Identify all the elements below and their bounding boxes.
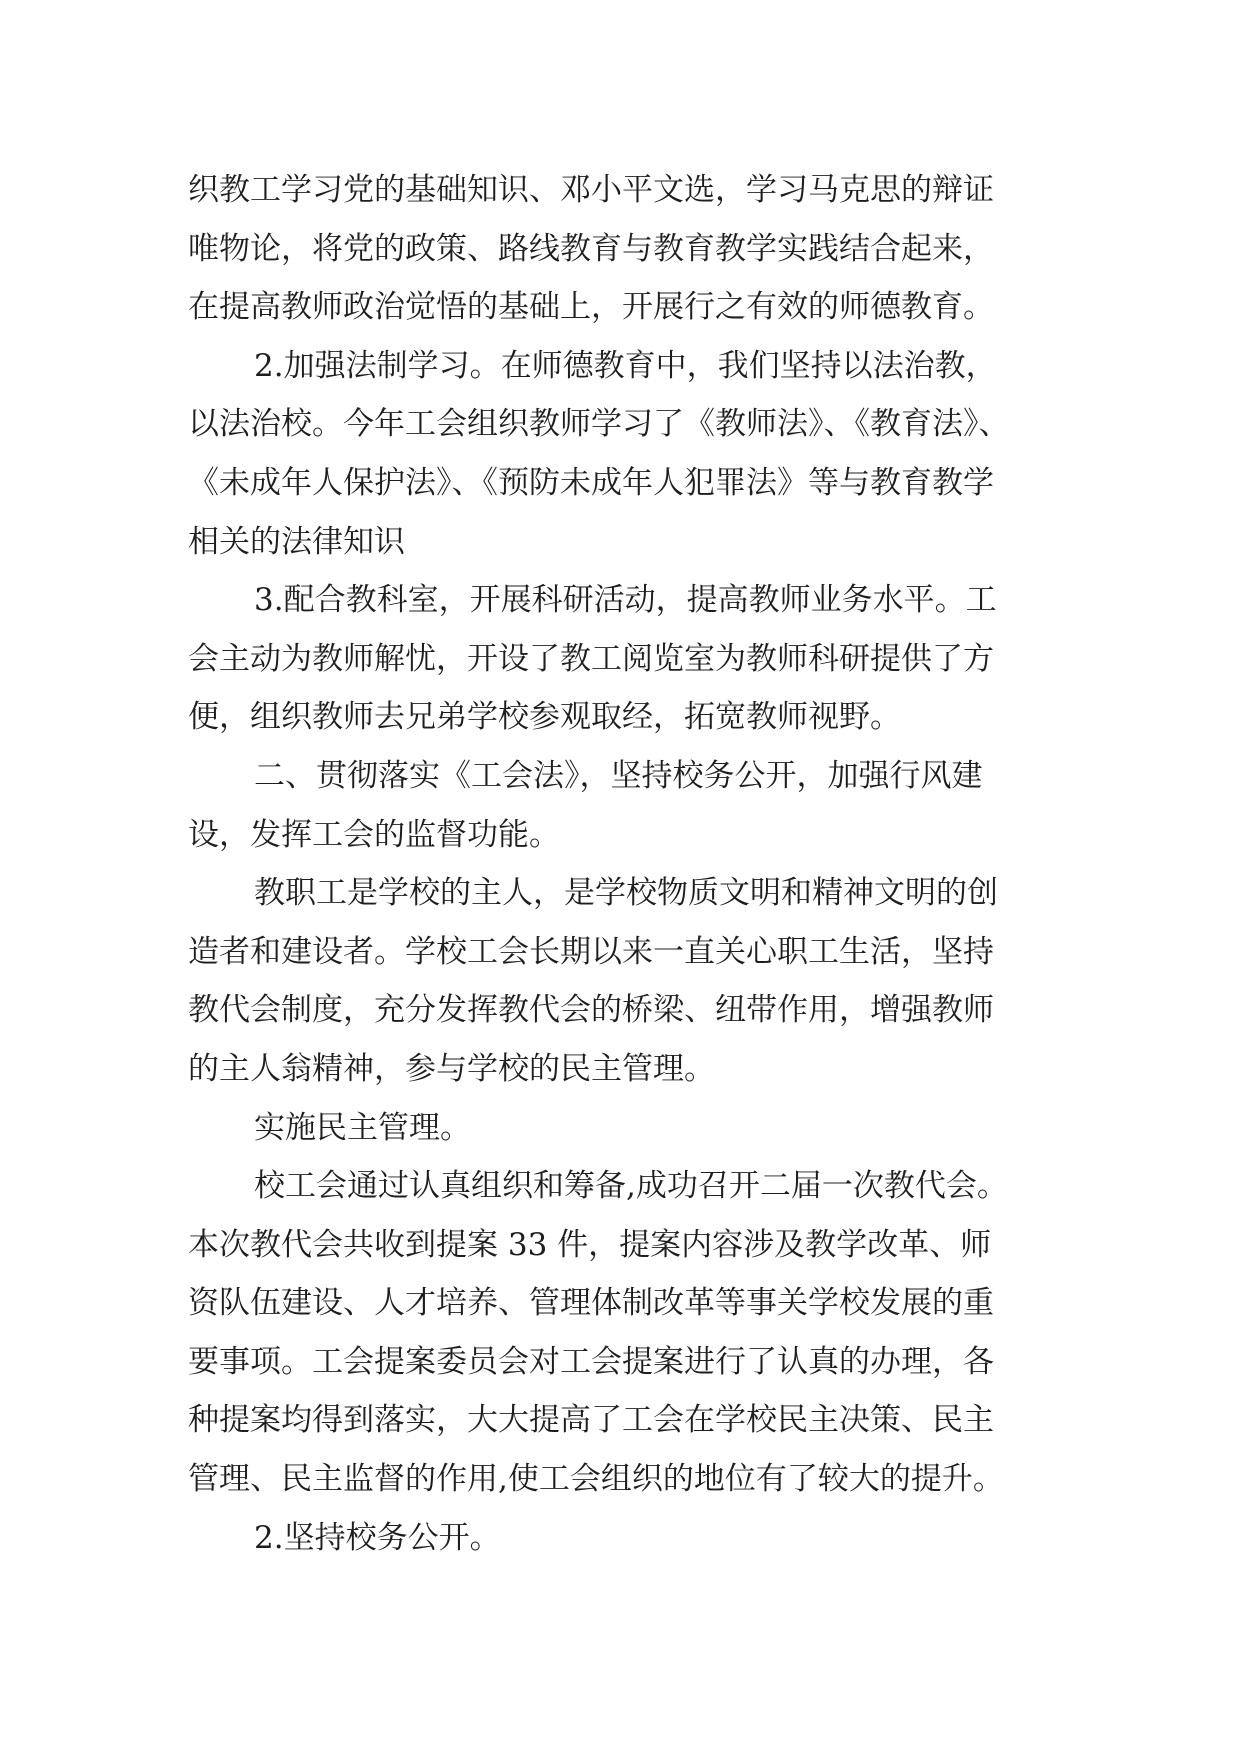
text-line: 设，发挥工会的监督功能。 [188,816,560,853]
text-line: 2.加强法制学习。在师德教育中，我们坚持以法治教， [254,347,997,384]
text-line: 便，组织教师去兄弟学校参观取经，拓宽教师视野。 [188,699,901,736]
text-line: 会主动为教师解忧，开设了教工阅览室为教师科研提供了方 [188,640,994,677]
text-line: 种提案均得到落实，大大提高了工会在学校民主决策、民主 [188,1402,994,1439]
text-line: 造者和建设者。学校工会长期以来一直关心职工生活，坚持 [188,933,994,970]
text-line: 《未成年人保护法》、《预防未成年人犯罪法》等与教育教学 [188,464,994,501]
text-line: 相关的法律知识 [188,523,405,560]
text-line: 资队伍建设、人才培养、管理体制改革等事关学校发展的重 [188,1285,994,1322]
text-line: 的主人翁精神，参与学校的民主管理。 [188,1050,715,1087]
text-line: 教代会制度，充分发挥教代会的桥梁、纽带作用，增强教师 [188,992,994,1029]
text-line: 唯物论，将党的政策、路线教育与教育教学实践结合起来， [188,230,994,267]
text-line: 2.坚持校务公开。 [254,1519,501,1556]
text-line: 管理、民主监督的作用,使工会组织的地位有了较大的提升。 [188,1461,1004,1498]
text-line: 二、贯彻落实《工会法》，坚持校务公开，加强行风建 [254,757,983,794]
text-line: 在提高教师政治觉悟的基础上，开展行之有效的师德教育。 [188,289,994,326]
text-line: 教职工是学校的主人，是学校物质文明和精神文明的创 [254,875,998,912]
text-line: 3.配合教科室，开展科研活动，提高教师业务水平。工 [254,582,997,619]
text-line: 要事项。工会提案委员会对工会提案进行了认真的办理，各 [188,1343,994,1380]
text-line: 本次教代会共收到提案 33 件，提案内容涉及教学改革、师 [188,1226,992,1263]
text-line: 校工会通过认真组织和筹备,成功召开二届一次教代会。 [254,1168,1008,1205]
text-line: 以法治校。今年工会组织教师学习了《教师法》、《教育法》、 [188,406,1010,443]
text-line: 织教工学习党的基础知识、邓小平文选，学习马克思的辩证 [188,172,994,208]
text-line: 实施民主管理。 [254,1109,471,1146]
document-body [188,161,1088,1567]
